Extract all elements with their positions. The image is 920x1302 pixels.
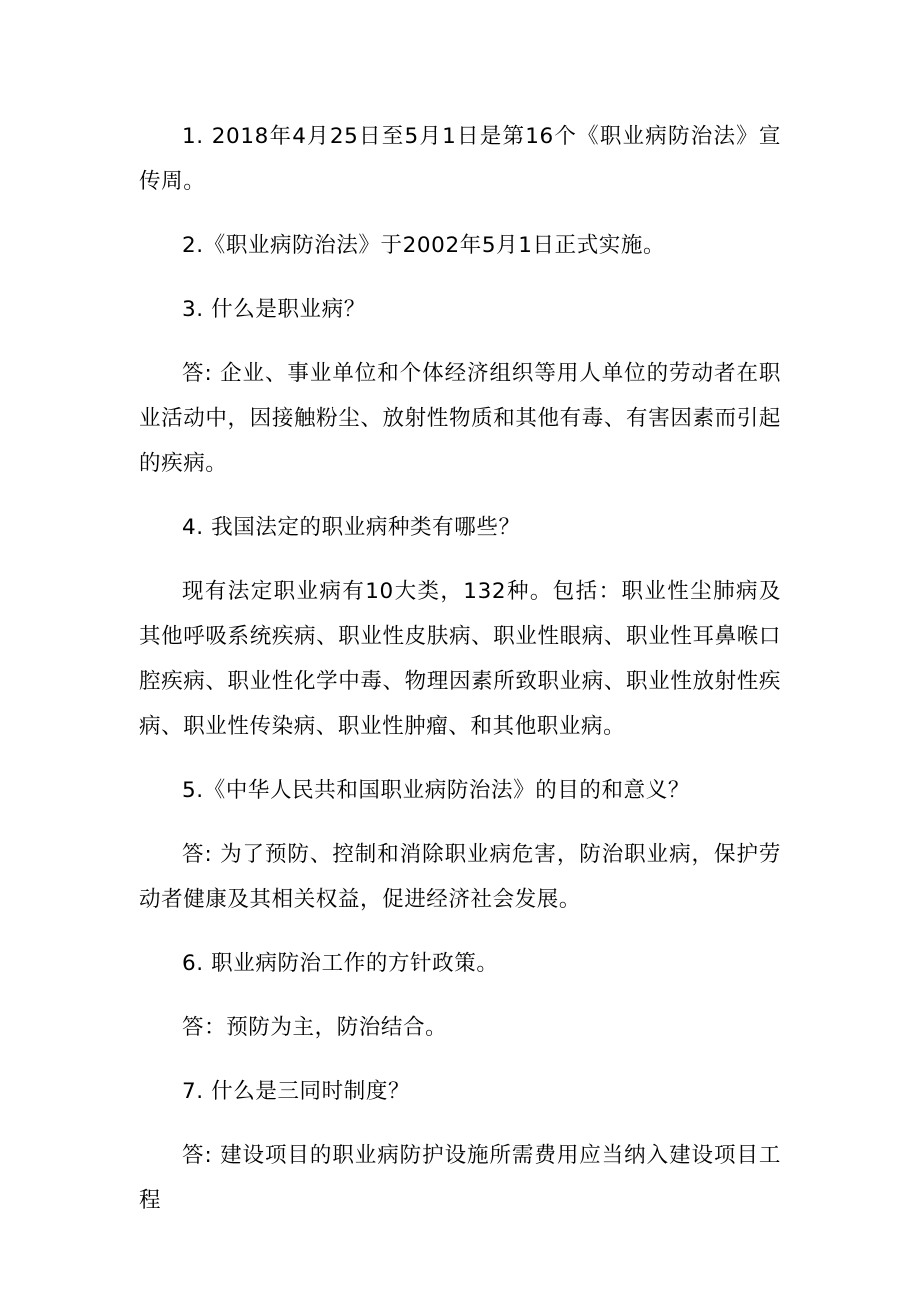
document-body	[139, 114, 781, 1223]
answer-3: 答: 企业、事业单位和个体经济组织等用人单位的劳动者在职业活动中，因接触粉尘、放射性物质和其他有毒、有害因素而引起的疾病。	[139, 361, 781, 476]
answer-4: 现有法定职业病有10大类，132种。包括：职业性尘肺病及其他呼吸系统疾病、职业性皮肤病、职业性眼病、职业性耳鼻喉口腔疾病、职业性化学中毒、物理因素所致职业病、职业性放射性疾病、职业性传染病、职业性肿瘤、和其他职业病。	[139, 579, 781, 739]
answer-6: 答：预防为主，防治结合。	[182, 1015, 448, 1040]
question-3: 3. 什么是职业病？	[182, 297, 366, 322]
question-7: 7. 什么是三同时制度？	[182, 1079, 411, 1104]
question-4: 4. 我国法定的职业病种类有哪些？	[182, 515, 521, 540]
paragraph-q1: 1. 2018年4月25日至5月1日是第16个《职业病防治法》宣传周。	[139, 124, 781, 194]
answer-7: 答: 建设项目的职业病防护设施所需费用应当纳入建设项目工程	[139, 1143, 781, 1213]
answer-5: 答: 为了预防、控制和消除职业病危害，防治职业病，保护劳动者健康及其相关权益，促进经济社会发展。	[139, 842, 781, 912]
question-5: 5.《中华人民共和国职业病防治法》的目的和意义？	[182, 778, 690, 803]
question-6: 6. 职业病防治工作的方针政策。	[182, 951, 499, 976]
paragraph-q2: 2.《职业病防治法》于2002年5月1日正式实施。	[182, 233, 666, 258]
